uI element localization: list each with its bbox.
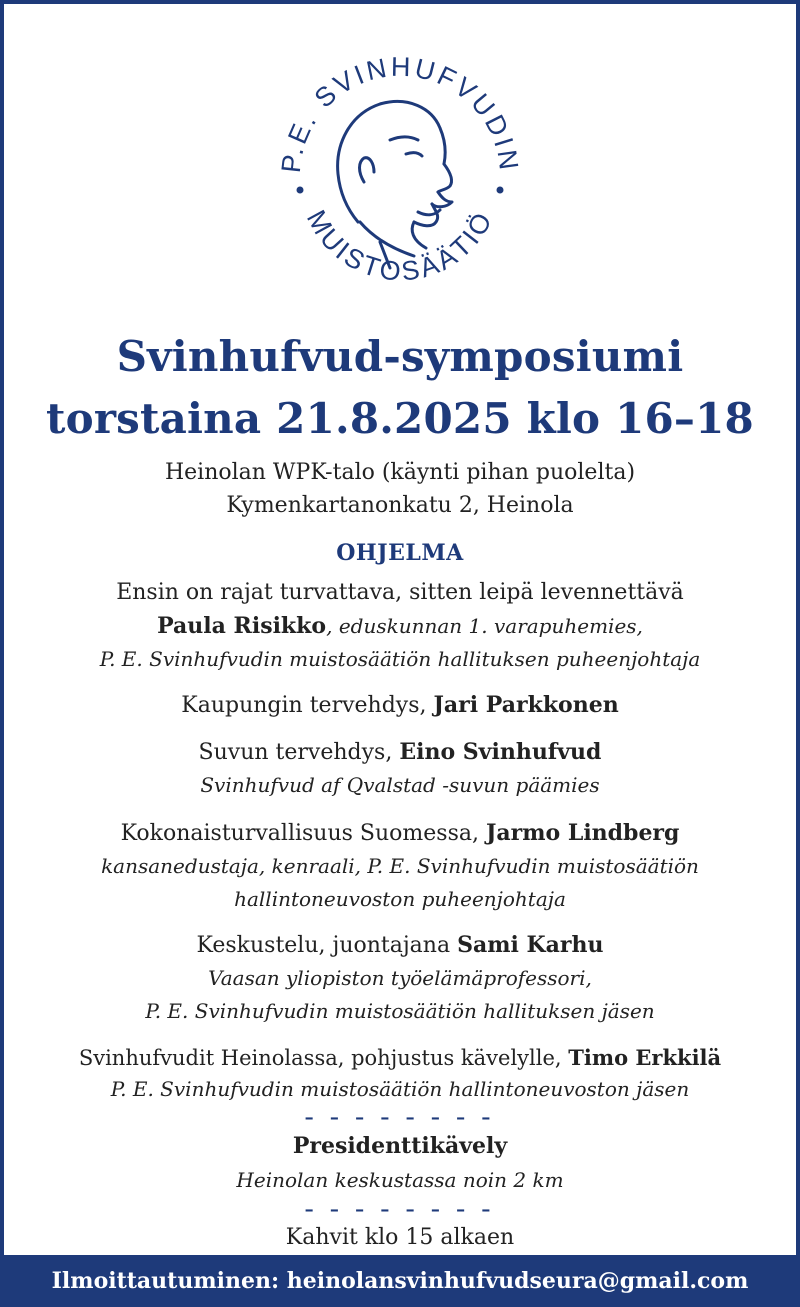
dashed-divider-2: – – – – – – – – — [304, 1199, 496, 1220]
program-item-5 — [4, 930, 796, 961]
program-heading: OHJELMA — [336, 540, 464, 566]
registration-footer: Ilmoittautuminen: heinolansvinhufvudseura@gmail.com — [0, 1255, 800, 1307]
program-item-5-title: Keskustelu, juontajana — [196, 933, 458, 958]
walk-title: Presidenttikävely — [292, 1133, 508, 1159]
program-item-1-speaker: Paula Risikko — [157, 613, 327, 639]
program-item-3-title: Suvun tervehdys, — [198, 740, 400, 765]
program-item-1-role: , eduskunnan 1. varapuhemies, — [326, 614, 643, 638]
program-item-6 — [4, 1043, 796, 1073]
program-item-1-title: Ensin on rajat turvattava, sitten leipä levennettävä — [116, 580, 684, 605]
program-item-5-role: Vaasan yliopiston työelämäprofessori, — [208, 966, 592, 990]
program-item-2-title: Kaupungin tervehdys, — [181, 693, 434, 718]
program-item-1-speaker-line — [4, 611, 796, 642]
logo-ring-top-text: P.E. SVINHUFVUDIN — [275, 51, 525, 175]
venue-address: Kymenkartanonkatu 2, Heinola — [226, 493, 574, 518]
program-item-3 — [4, 737, 796, 768]
event-date-time: torstaina 21.8.2025 klo 16–18 — [46, 394, 754, 443]
program-item-5-speaker: Sami Karhu — [457, 932, 604, 958]
logo-ring-bottom-text: MUISTOSÄÄTIÖ — [300, 205, 500, 287]
program-item-4-role-cont: hallintoneuvoston puheenjohtaja — [234, 887, 566, 911]
program-item-4-role: kansanedustaja, kenraali, P. E. Svinhufvudin muistosäätiön — [101, 854, 699, 878]
program-item-6-title: Svinhufvudit Heinolassa, pohjustus kävelylle, — [78, 1046, 569, 1070]
logo-dot-left — [297, 187, 304, 194]
program-item-4-title: Kokonaisturvallisuus Suomessa, — [120, 821, 486, 846]
foundation-logo — [4, 4, 796, 324]
event-title: Svinhufvud-symposiumi — [116, 332, 684, 381]
program-item-3-role: Svinhufvud af Qvalstad -suvun päämies — [200, 773, 600, 797]
logo-dot-right — [497, 187, 504, 194]
program-item-4 — [4, 818, 796, 849]
program-item-3-speaker: Eino Svinhufvud — [399, 739, 602, 765]
program-item-4-speaker: Jarmo Lindberg — [485, 820, 680, 846]
dashed-divider-1: – – – – – – – – — [304, 1107, 496, 1128]
program-item-2-speaker: Jari Parkkonen — [433, 692, 619, 718]
coffee-note: Kahvit klo 15 alkaen — [285, 1225, 515, 1250]
program-item-5-role-cont: P. E. Svinhufvudin muistosäätiön hallituksen jäsen — [145, 999, 655, 1023]
program-item-6-speaker: Timo Erkkilä — [568, 1045, 722, 1070]
walk-title-line — [4, 1131, 796, 1162]
venue-name: Heinolan WPK-talo (käynti pihan puolelta) — [164, 460, 636, 485]
program-item-2 — [4, 690, 796, 721]
program-item-1-role-cont: P. E. Svinhufvudin muistosäätiön hallituksen puheenjohtaja — [99, 647, 701, 671]
walk-subtitle: Heinolan keskustassa noin 2 km — [236, 1168, 564, 1192]
program-item-6-role: P. E. Svinhufvudin muistosäätiön hallintoneuvoston jäsen — [110, 1077, 690, 1101]
